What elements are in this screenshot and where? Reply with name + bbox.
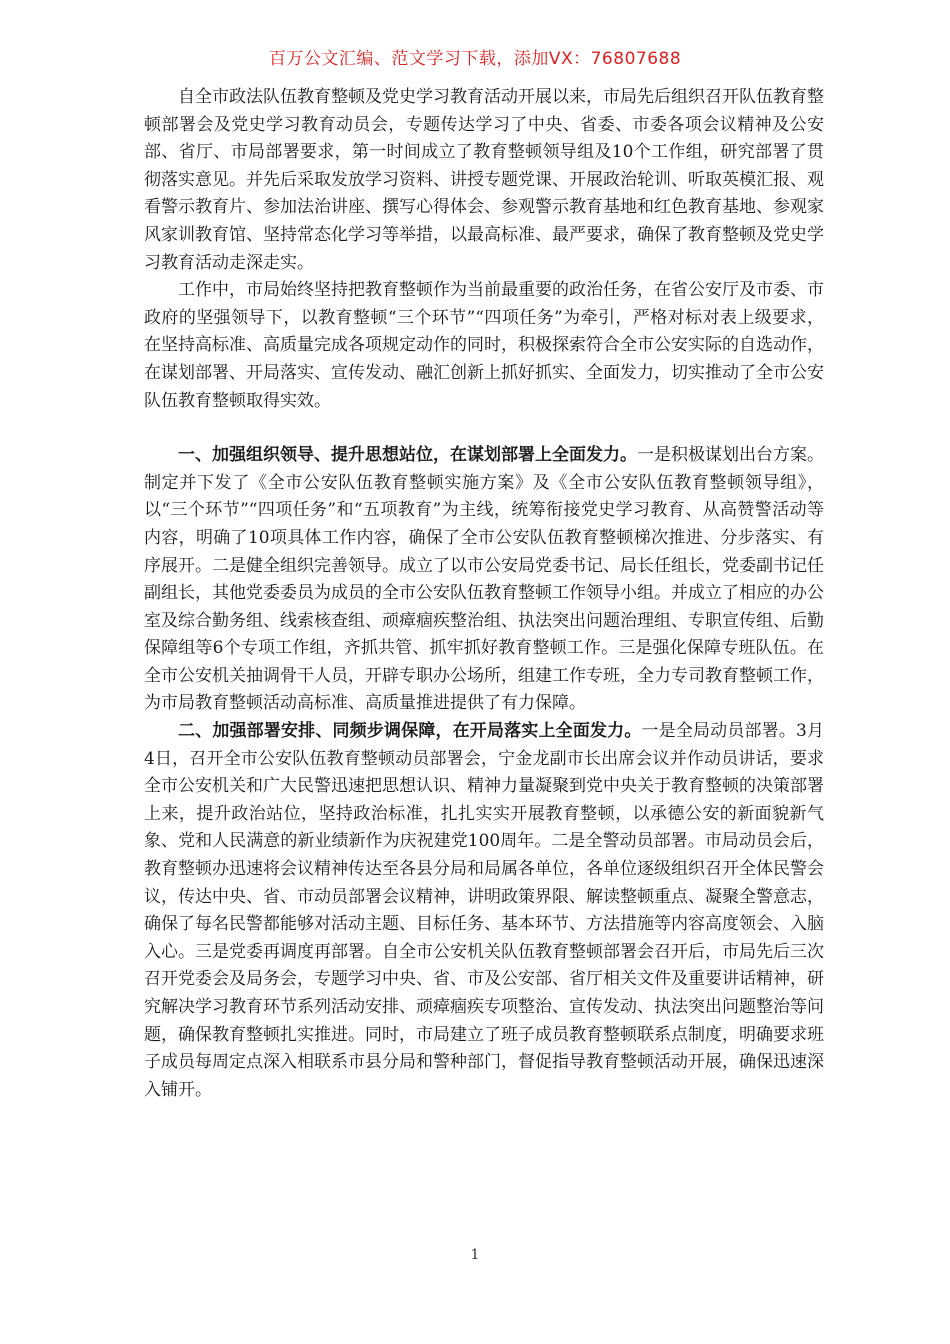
paragraph-spacer [144,415,824,442]
intro-paragraph: 自全市政法队伍教育整顿及党史学习教育活动开展以来，市局先后组织召开队伍教育整顿部署会及党史学习教育动员会，专题传达学习了中央、省委、市委各项会议精神及公安部、省厅、市局部署要求，第一时间成立了教育整顿领导组及10个工作组，研究部署了贯彻落实意见。并先后采取发放学习资料、讲授专题党课、开展政治轮训、听取英模汇报、观看警示教育片、参加法治讲座、撰写心得体会、参观警示教育基地和红色教育基地、参观家风家训教育馆、坚持常态化学习等举措，以最高标准、最严要求，确保了教育整顿及党史学习教育活动走深走实。 [144,87,824,273]
overview-paragraph: 工作中，市局始终坚持把教育整顿作为当前最重要的政治任务，在省公安厅及市委、市政府的坚强领导下，以教育整顿“三个环节”“四项任务”为牵引，严格对标对表上级要求，在坚持高标准、高质量完成各项规定动作的同时，积极探索符合全市公安实际的自选动作，在谋划部署、开局落实、宣传发动、融汇创新上抓好抓实、全面发力，切实推动了全市公安队伍教育整顿取得实效。 [144,280,824,411]
section-one-body: 一是积极谋划出台方案。制定并下发了《全市公安队伍教育整顿实施方案》及《全市公安队伍教育整顿领导组》，以“三个环节”“四项任务”和“五项教育”为主线，统筹衔接党史学习教育、从高赞警活动等内容，明确了10项具体工作内容，确保了全市公安队伍教育整顿梯次推进、分步落实、有序展开。二是健全组织完善领导。成立了以市公安局党委书记、局长任组长，党委副书记任副组长，其他党委委员为成员的全市公安队伍教育整顿工作领导小组。并成立了相应的办公室及综合勤务组、线索核查组、顽瘴痼疾整治组、执法突出问题治理组、专职宣传组、后勤保障组等6个专项工作组，齐抓共管、抓牢抓好教育整顿工作。三是强化保障专班队伍。在全市公安机关抽调骨干人员，开辟专职办公场所，组建工作专班，全力专司教育整顿工作，为市局教育整顿活动高标准、高质量推进提供了有力保障。 [144,445,824,714]
section-two-body: 一是全局动员部署。3月4日，召开全市公安队伍教育整顿动员部署会，宁金龙副市长出席会议并作动员讲话，要求全市公安机关和广大民警迅速把思想认识、精神力量凝聚到党中央关于教育整顿的决策部署上来，提升政治站位，坚持政治标准，扎扎实实开展教育整顿，以承德公安的新面貌新气象、党和人民满意的新业绩新作为庆祝建党100周年。二是全警动员部署。市局动员会后，教育整顿办迅速将会议精神传达至各县分局和局属各单位，各单位逐级组织召开全体民警会议，传达中央、省、市动员部署会议精神，讲明政策界限、解读整顿重点、凝聚全警意志，确保了每名民警都能够对活动主题、目标任务、基本环节、方法措施等内容高度领会、入脑入心。三是党委再调度再部署。自全市公安机关队伍教育整顿部署会召开后，市局先后三次召开党委会及局务会，专题学习中央、省、市及公安部、省厅相关文件及重要讲话精神，研究解决学习教育环节系列活动安排、顽瘴痼疾专项整治、宣传发动、执法突出问题整治等问题，确保教育整顿扎实推进。同时，市局建立了班子成员教育整顿联系点制度，明确要求班子成员每周定点深入相联系市县分局和警种部门，督促指导教育整顿活动开展，确保迅速深入铺开。 [144,721,824,1100]
section-two-heading: 二、加强部署安排、同频步调保障，在开局落实上全面发力。 [178,721,642,742]
header-banner: 百万公文汇编、范文学习下载，添加VX：76807688 [268,49,682,69]
section-one-heading: 一、加强组织领导、提升思想站位，在谋划部署上全面发力。 [178,445,637,466]
section-one-paragraph [144,442,824,718]
section-two-paragraph [144,718,824,1104]
page-number: 1 [470,1247,480,1263]
document-body [144,84,824,1104]
